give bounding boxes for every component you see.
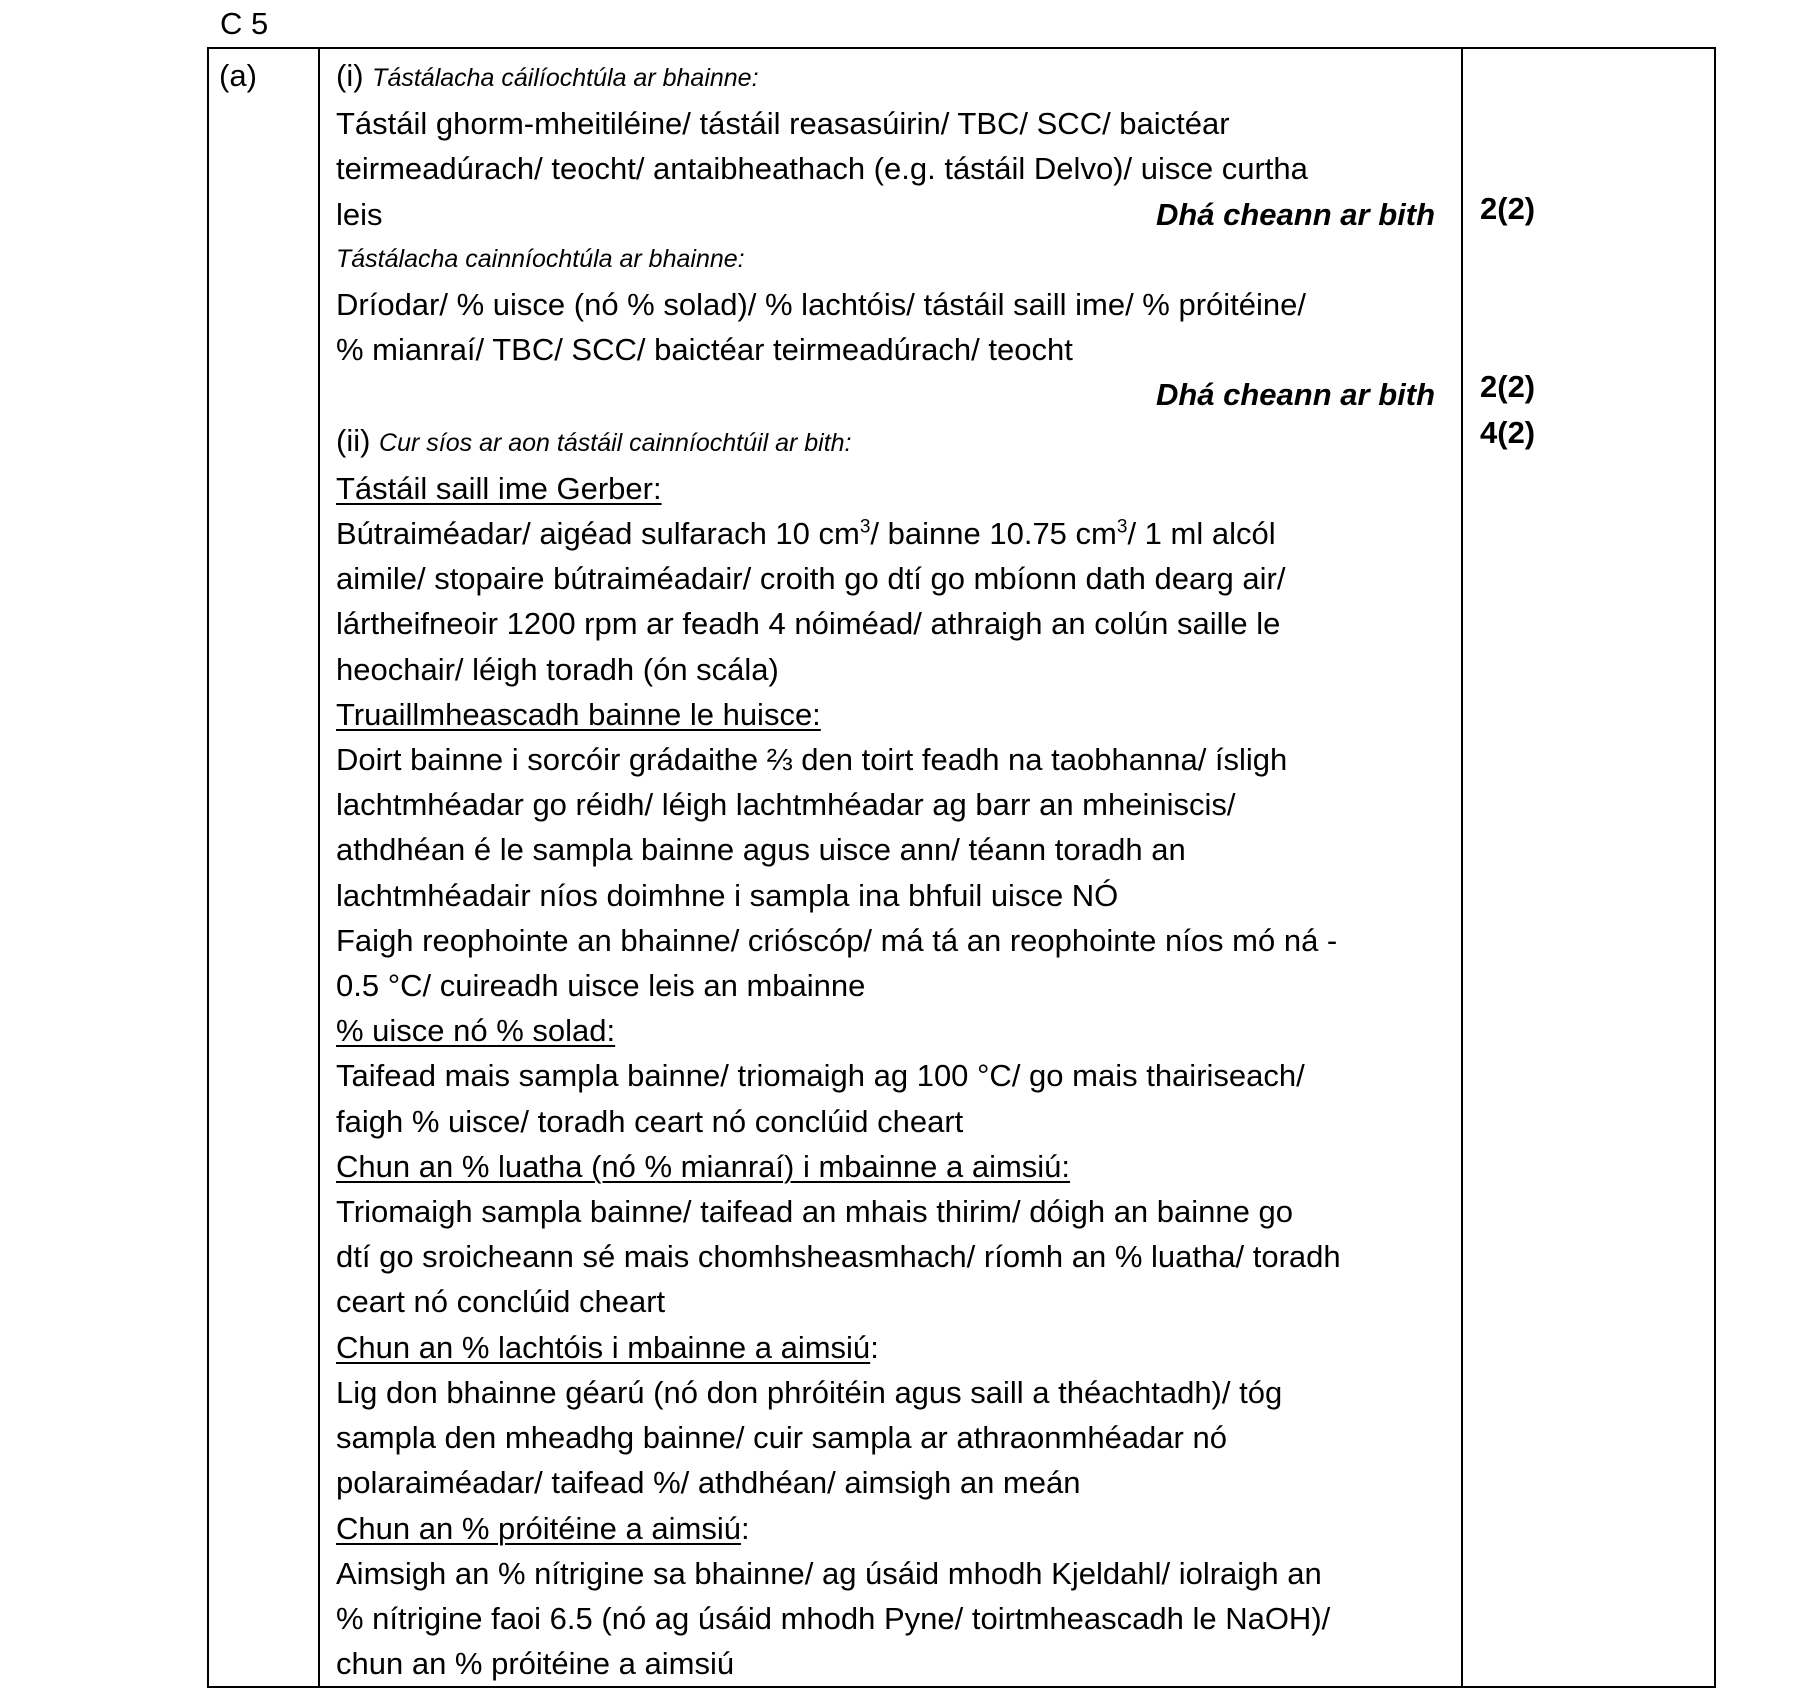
superscript-3: 3 [859, 516, 871, 538]
water-line-1: Taifead mais sampla bainne/ triomaigh ag 100 °C/ go mais thairiseach/ [336, 1058, 1305, 1094]
water-solids-heading: % uisce nó % solad: [336, 1013, 616, 1049]
adulteration-line-6: 0.5 °C/ cuireadh uisce leis an mbainne [336, 968, 866, 1004]
gerber-line-4: heochair/ léigh toradh (ón scála) [336, 651, 779, 687]
adulteration-line-5: Faigh reophointe an bhainne/ crióscóp/ má tá an reophointe níos mó ná - [336, 922, 1338, 958]
qualitative-line-1: Tástáil ghorm-mheitiléine/ tástáil reasasúirin/ TBC/ SCC/ baictéar [336, 106, 1230, 142]
ash-line-1: Triomaigh sampla bainne/ taifead an mhais thirim/ dóigh an bainne go [336, 1194, 1293, 1230]
part-label: (a) [219, 58, 257, 93]
gerber-line-1a: Bútraiméadar/ aigéad sulfarach 10 cm [336, 516, 860, 552]
lactose-line-1: Lig don bhainne géarú (nó don phróitéin agus saill a théachtadh)/ tóg [336, 1374, 1283, 1410]
part-i-label: (i) [336, 58, 364, 93]
mark-value: 4(2) [1480, 415, 1536, 450]
mark-value: 2(2) [1480, 369, 1536, 404]
gerber-line-1c: / 1 ml alcól [1127, 516, 1276, 552]
lactose-line-3: polaraiméadar/ taifead %/ athdhéan/ aimsigh an meán [336, 1465, 1081, 1501]
colon: : [740, 1510, 750, 1546]
adulteration-line-4: lachtmhéadair níos doimhne i sampla ina bhfuil uisce NÓ [336, 877, 1119, 913]
gerber-line-2: aimile/ stopaire bútraiméadair/ croith go dtí go mbíonn dath dearg air/ [336, 561, 1286, 597]
gerber-heading: Tástáil saill ime Gerber: [336, 470, 662, 506]
any-two-note-2: Dhá cheann ar bith [1155, 377, 1435, 413]
table-row [208, 48, 1715, 1687]
water-line-2: faigh % uisce/ toradh ceart nó conclúid cheart [336, 1103, 964, 1139]
gerber-line-3: lártheifneoir 1200 rpm ar feadh 4 nóiméad/ athraigh an colún saille le [336, 606, 1281, 642]
adulteration-heading: Truaillmheascadh bainne le huisce: [336, 696, 821, 732]
adulteration-line-1: Doirt bainne i sorcóir grádaithe ⅔ den toirt feadh na taobhanna/ ísligh [336, 742, 1288, 778]
superscript-3: 3 [1116, 516, 1128, 538]
qualitative-line-3-text: leis [336, 196, 383, 232]
part-i-heading [336, 53, 1453, 101]
quantitative-line-2: % mianraí/ TBC/ SCC/ baictéar teirmeadúrach/ teocht [336, 332, 1073, 368]
lactose-line-2: sampla den mheadhg bainne/ cuir sampla ar athraonmhéadar nó [336, 1420, 1227, 1456]
qualitative-line-3 [336, 192, 1453, 237]
mark-value: 2(2) [1480, 191, 1536, 226]
quantitative-line-1: Dríodar/ % uisce (nó % solad)/ % lachtóis/ tástáil saill ime/ % próitéine/ [336, 287, 1307, 323]
protein-line-3: chun an % próitéine a aimsiú [336, 1646, 735, 1682]
gerber-line-1b: / bainne 10.75 cm [870, 516, 1117, 552]
part-cell [208, 48, 319, 1687]
qualitative-line-2: teirmeadúrach/ teocht/ antaibheathach (e.g. tástáil Delvo)/ uisce curtha [336, 151, 1308, 187]
part-ii-heading [336, 418, 1453, 466]
marks-cell [1462, 48, 1715, 1687]
protein-heading: Chun an % próitéine a aimsiú [336, 1510, 741, 1546]
ash-line-3: ceart nó conclúid cheart [336, 1284, 666, 1320]
question-label: C 5 [220, 6, 269, 41]
adulteration-line-3: athdhéan é le sampla bainne agus uisce ann/ téann toradh an [336, 832, 1186, 868]
quantitative-tests-heading: Tástálacha cainníochtúla ar bhainne: [336, 244, 745, 273]
marking-scheme-table [207, 47, 1716, 1688]
colon: : [870, 1329, 879, 1365]
gerber-line-1 [336, 511, 1453, 556]
ash-line-2: dtí go sroicheann sé mais chomhsheasmhach/ ríomh an % luatha/ toradh [336, 1239, 1341, 1275]
lactose-heading: Chun an % lachtóis i mbainne a aimsiú [336, 1329, 871, 1365]
answer-cell [319, 48, 1462, 1687]
any-two-note-1: Dhá cheann ar bith [1155, 196, 1435, 232]
protein-line-1: Aimsigh an % nítrigine sa bhainne/ ag úsáid mhodh Kjeldahl/ iolraigh an [336, 1555, 1322, 1591]
ash-heading: Chun an % luatha (nó % mianraí) i mbainne a aimsiú: [336, 1148, 1071, 1184]
protein-line-2: % nítrigine faoi 6.5 (nó ag úsáid mhodh Pyne/ toirtmheascadh le NaOH)/ [336, 1600, 1331, 1636]
qualitative-tests-heading: Tástálacha cáilíochtúla ar bhainne: [372, 64, 759, 92]
adulteration-line-2: lachtmhéadar go réidh/ léigh lachtmhéadar ag barr an mheiniscis/ [336, 787, 1236, 823]
part-ii-instruction: Cur síos ar aon tástáil cainníochtúil ar bith: [379, 428, 852, 457]
part-ii-label: (ii) [336, 422, 371, 458]
